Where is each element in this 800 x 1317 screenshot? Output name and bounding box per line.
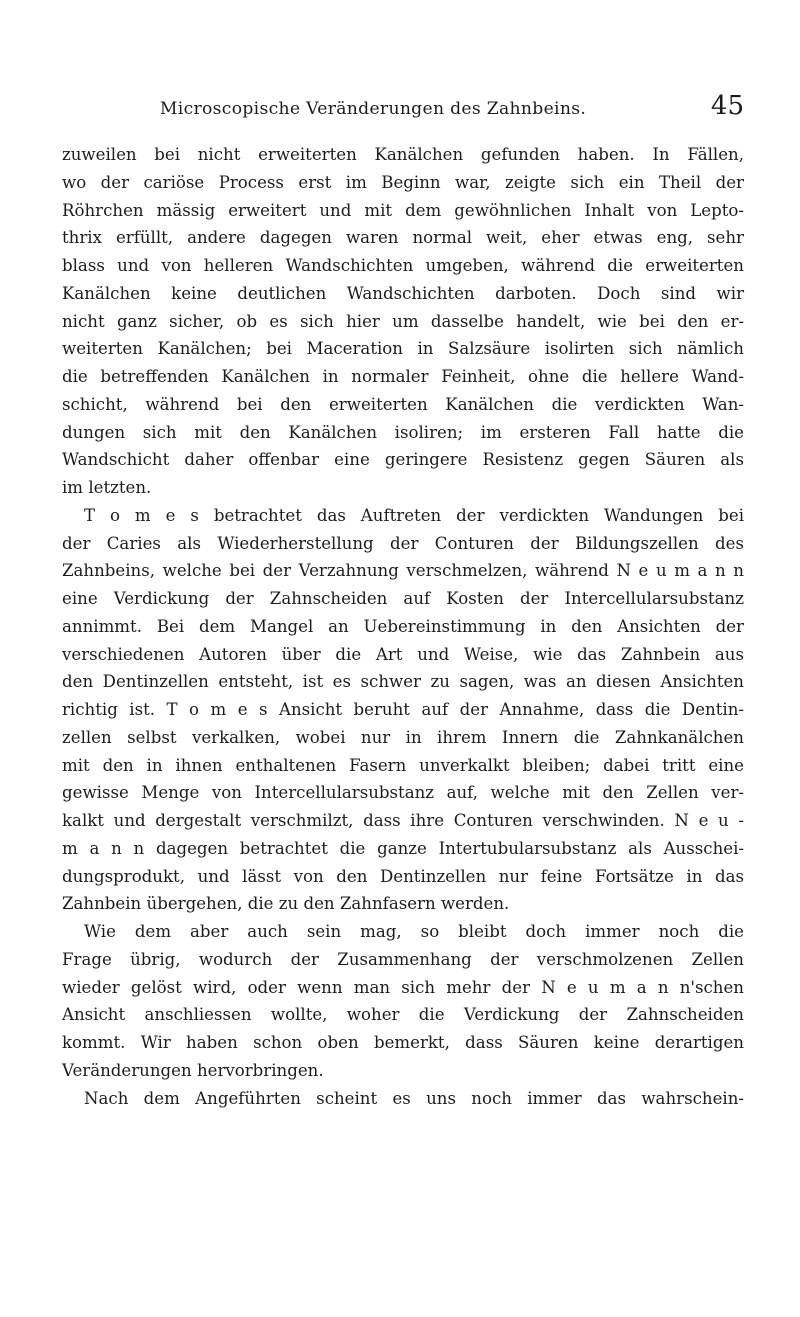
text-line: richtig ist. T o m e s Ansicht beruht auf der Annahme, dass die Dentin- [62,700,744,719]
text-line: kommt. Wir haben schon oben bemerkt, dass Säuren keine derartigen [62,1033,744,1052]
text-line: Kanälchen keine deutlichen Wandschichten darboten. Doch sind wir [62,283,744,303]
text-line: Ansicht anschliessen wollte, woher die Verdickung der Zahnscheiden [62,1005,744,1025]
text-line: Wandschicht daher offenbar eine geringere Resistenz gegen Säuren als [62,450,744,470]
text-line: wieder gelöst wird, oder wenn man sich mehr der N e u m a n n'schen [62,977,744,997]
body-text [62,141,744,1112]
text-line: schicht, während bei den erweiterten Kanälchen die verdickten Wan- [62,394,744,414]
text-line: den Dentinzellen entsteht, ist es schwer zu sagen, was an diesen Ansichten [62,672,744,692]
running-title: Microscopische Veränderungen des Zahnbeins. [159,99,587,119]
text-line: weiterten Kanälchen; bei Maceration in Salzsäure isolirten sich nämlich [62,339,744,359]
text-line: nicht ganz sicher, ob es sich hier um dasselbe handelt, wie bei den er- [62,311,744,331]
text-line: zuweilen bei nicht erweiterten Kanälchen gefunden haben. In Fällen, [62,145,744,164]
running-head [62,91,744,125]
text-line: wo der cariöse Process erst im Beginn war, zeigte sich ein Theil der [62,172,744,192]
text-line: gewisse Menge von Intercellularsubstanz auf, welche mit den Zellen ver- [62,783,744,803]
text-line: m a n n dagegen betrachtet die ganze Intertubularsubstanz als Ausschei- [62,838,744,858]
text-line: dungen sich mit den Kanälchen isoliren; im ersteren Fall hatte die [62,422,744,442]
text-line: Wie dem aber auch sein mag, so bleibt doch immer noch die [84,922,744,941]
text-line: dungsprodukt, und lässt von den Dentinzellen nur feine Fortsätze in das [62,866,744,886]
text-line: die betreffenden Kanälchen in normaler Feinheit, ohne die hellere Wand- [62,367,744,386]
text-line: annimmt. Bei dem Mangel an Uebereinstimmung in den Ansichten der [62,616,744,636]
text-line: thrix erfüllt, andere dagegen waren normal weit, eher etwas eng, sehr [62,228,744,248]
text-line: verschiedenen Autoren über die Art und Weise, wie das Zahnbein aus [62,644,744,664]
text-line: mit den in ihnen enthaltenen Fasern unverkalkt bleiben; dabei tritt eine [62,755,744,775]
text-line: zellen selbst verkalken, wobei nur in ihrem Innern die Zahnkanälchen [62,727,744,747]
text-line: Frage übrig, wodurch der Zusammenhang der verschmolzenen Zellen [62,949,744,969]
text-line: Zahnbein übergehen, die zu den Zahnfasern werden. [62,894,510,914]
page-number: 45 [710,91,744,121]
text-line: Veränderungen hervorbringen. [62,1060,324,1080]
text-line: kalkt und dergestalt verschmilzt, dass ihre Conturen verschwinden. N e u - [62,811,744,830]
text-line: der Caries als Wiederherstellung der Conturen der Bildungszellen des [62,533,744,553]
text-line: blass und von helleren Wandschichten umgeben, während die erweiterten [62,256,744,275]
text-line: Röhrchen mässig erweitert und mit dem gewöhnlichen Inhalt von Lepto- [62,200,744,220]
text-line: eine Verdickung der Zahnscheiden auf Kosten der Intercellularsubstanz [62,589,744,608]
text-line: Nach dem Angeführten scheint es uns noch immer das wahrschein- [84,1088,744,1108]
text-line: Zahnbeins, welche bei der Verzahnung verschmelzen, während N e u m a n n [62,561,744,581]
text-line: im letzten. [62,478,152,497]
text-line: T o m e s betrachtet das Auftreten der verdickten Wandungen bei [84,505,744,525]
